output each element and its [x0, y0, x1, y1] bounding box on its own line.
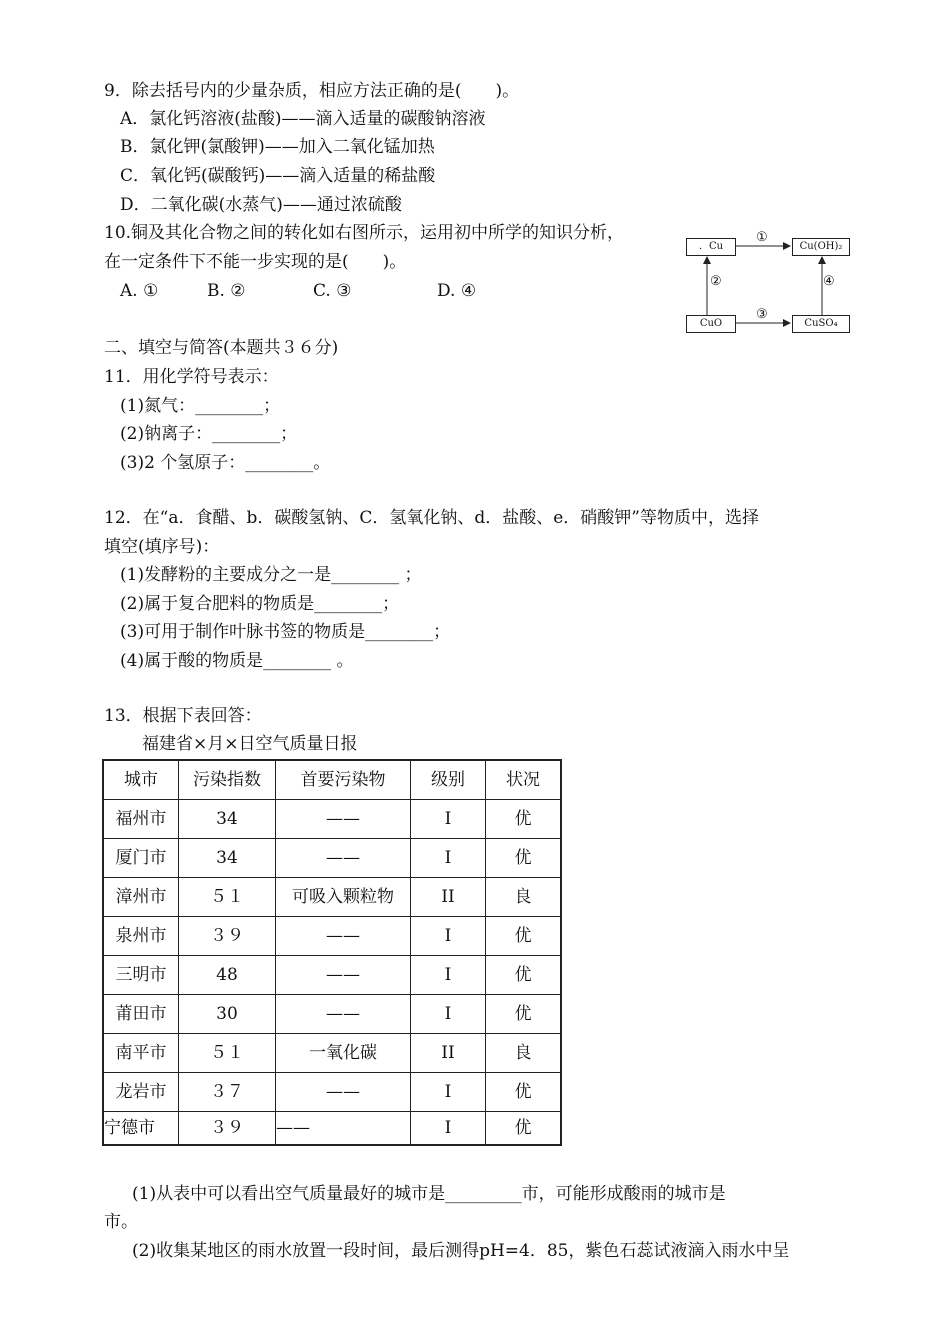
cell-city: 漳州市 — [103, 878, 179, 917]
table-row — [103, 995, 561, 1034]
cell-status: 优 — [486, 839, 562, 878]
table-row — [103, 1073, 561, 1112]
header-pollutant: 首要污染物 — [276, 760, 411, 800]
cell-index: ３９ — [179, 1112, 276, 1146]
cell-pollutant: —— — [276, 956, 411, 995]
cell-status: 优 — [486, 917, 562, 956]
node-cuo: CuO — [686, 315, 736, 333]
cell-status: 优 — [486, 800, 562, 839]
cell-pollutant: 一氧化碳 — [276, 1034, 411, 1073]
cell-city: 三明市 — [103, 956, 179, 995]
q12-stem-line1: 12．在“a．食醋、b．碳酸氢钠、C．氢氧化钠、d．盐酸、e．硝酸钾”等物质中，选择 — [104, 508, 759, 528]
section-2-heading: 二、填空与简答(本题共３６分) — [104, 338, 339, 358]
cell-level: I — [411, 800, 486, 839]
q11-stem: 11．用化学符号表示： — [104, 367, 279, 387]
q9-option-b: B．氯化钾(氯酸钾)——加入二氧化锰加热 — [120, 137, 435, 157]
node-cuso4: CuSO₄ — [792, 315, 850, 333]
q12-stem-line2: 填空(填序号)： — [104, 537, 220, 557]
q11-item-2: (2)钠离子：________； — [120, 424, 298, 444]
cell-status: 良 — [486, 1034, 562, 1073]
cell-level: I — [411, 995, 486, 1034]
cell-status: 优 — [486, 1073, 562, 1112]
table-row — [103, 800, 561, 839]
table-row — [103, 1034, 561, 1073]
cell-index: 34 — [179, 839, 276, 878]
cell-level: I — [411, 839, 486, 878]
header-status: 状况 — [486, 760, 562, 800]
cell-level: I — [411, 956, 486, 995]
cell-index: 48 — [179, 956, 276, 995]
q9-option-a: A．氯化钙溶液(盐酸)——滴入适量的碳酸钠溶液 — [120, 109, 486, 129]
cell-city: 厦门市 — [103, 839, 179, 878]
header-city: 城市 — [103, 760, 179, 800]
cell-pollutant: —— — [276, 800, 411, 839]
cell-index: ３７ — [179, 1073, 276, 1112]
q10-stem-line1: 10.铜及其化合物之间的转化如右图所示，运用初中所学的知识分析， — [104, 223, 625, 243]
q10-option-c: C. ③ — [313, 281, 352, 301]
table-header-row — [103, 760, 561, 800]
cell-status: 优 — [486, 995, 562, 1034]
cell-status: 优 — [486, 956, 562, 995]
q13-stem: 13．根据下表回答： — [104, 706, 262, 726]
cell-level: I — [411, 1112, 486, 1146]
label-3: ③ — [756, 307, 768, 322]
table-title: 福建省×月×日空气质量日报 — [142, 734, 358, 754]
table-row — [103, 839, 561, 878]
label-4: ④ — [823, 274, 835, 289]
table-row — [103, 956, 561, 995]
q9-stem: 9．除去括号内的少量杂质，相应方法正确的是( )。 — [104, 81, 520, 101]
cell-pollutant: —— — [276, 839, 411, 878]
cell-index: 34 — [179, 800, 276, 839]
cell-city: 莆田市 — [103, 995, 179, 1034]
q12-item-2: (2)属于复合肥料的物质是________； — [120, 594, 400, 614]
q12-item-4: (4)属于酸的物质是________ 。 — [120, 651, 354, 671]
cell-pollutant: 可吸入颗粒物 — [276, 878, 411, 917]
node-cuoh2: Cu(OH)₂ — [792, 238, 850, 256]
cell-pollutant: —— — [276, 917, 411, 956]
cell-city: 龙岩市 — [103, 1073, 179, 1112]
q9-option-c: C．氧化钙(碳酸钙)——滴入适量的稀盐酸 — [120, 166, 436, 186]
cell-status: 优 — [486, 1112, 562, 1146]
cell-level: I — [411, 917, 486, 956]
cell-pollutant: —— — [276, 1073, 411, 1112]
table-row — [103, 878, 561, 917]
label-2: ② — [710, 274, 722, 289]
cell-city: 南平市 — [103, 1034, 179, 1073]
cell-status: 良 — [486, 878, 562, 917]
q13-sub1-line2: 市。 — [104, 1212, 138, 1232]
cell-city: 福州市 — [103, 800, 179, 839]
q11-item-3: (3)2 个氢原子：________。 — [120, 453, 331, 473]
cell-index: ５１ — [179, 1034, 276, 1073]
label-1: ① — [756, 230, 768, 245]
cell-index: 30 — [179, 995, 276, 1034]
q11-item-1: (1)氮气：________； — [120, 396, 281, 416]
cell-level: II — [411, 1034, 486, 1073]
cell-level: I — [411, 1073, 486, 1112]
q10-option-d: D. ④ — [437, 281, 477, 301]
cell-level: II — [411, 878, 486, 917]
q9-option-d: D．二氧化碳(水蒸气)——通过浓硫酸 — [120, 195, 402, 215]
table-row — [103, 1112, 561, 1146]
cell-index: ５１ — [179, 878, 276, 917]
header-level: 级别 — [411, 760, 486, 800]
table-row — [103, 917, 561, 956]
cell-city: 宁德市 — [103, 1112, 179, 1146]
node-cu: ．Cu — [686, 238, 736, 256]
q13-sub1-line1: (1)从表中可以看出空气质量最好的城市是_________市，可能形成酸雨的城市是 — [132, 1184, 726, 1204]
cell-pollutant: —— — [276, 995, 411, 1034]
q10-option-a: A. ① — [120, 281, 159, 301]
cell-index: ３９ — [179, 917, 276, 956]
q10-option-b: B. ② — [207, 281, 246, 301]
q12-item-3: (3)可用于制作叶脉书签的物质是________； — [120, 622, 451, 642]
header-index: 污染指数 — [179, 760, 276, 800]
cell-pollutant: —— — [276, 1112, 411, 1146]
q12-item-1: (1)发酵粉的主要成分之一是________ ； — [120, 565, 422, 585]
copper-conversion-diagram — [684, 231, 850, 335]
cell-city: 泉州市 — [103, 917, 179, 956]
q10-stem-line2: 在一定条件下不能一步实现的是( )。 — [104, 252, 407, 272]
q13-sub2-line1: (2)收集某地区的雨水放置一段时间，最后测得pH=4．85，紫色石蕊试液滴入雨水中呈 — [132, 1241, 790, 1261]
air-quality-table — [102, 759, 562, 1146]
